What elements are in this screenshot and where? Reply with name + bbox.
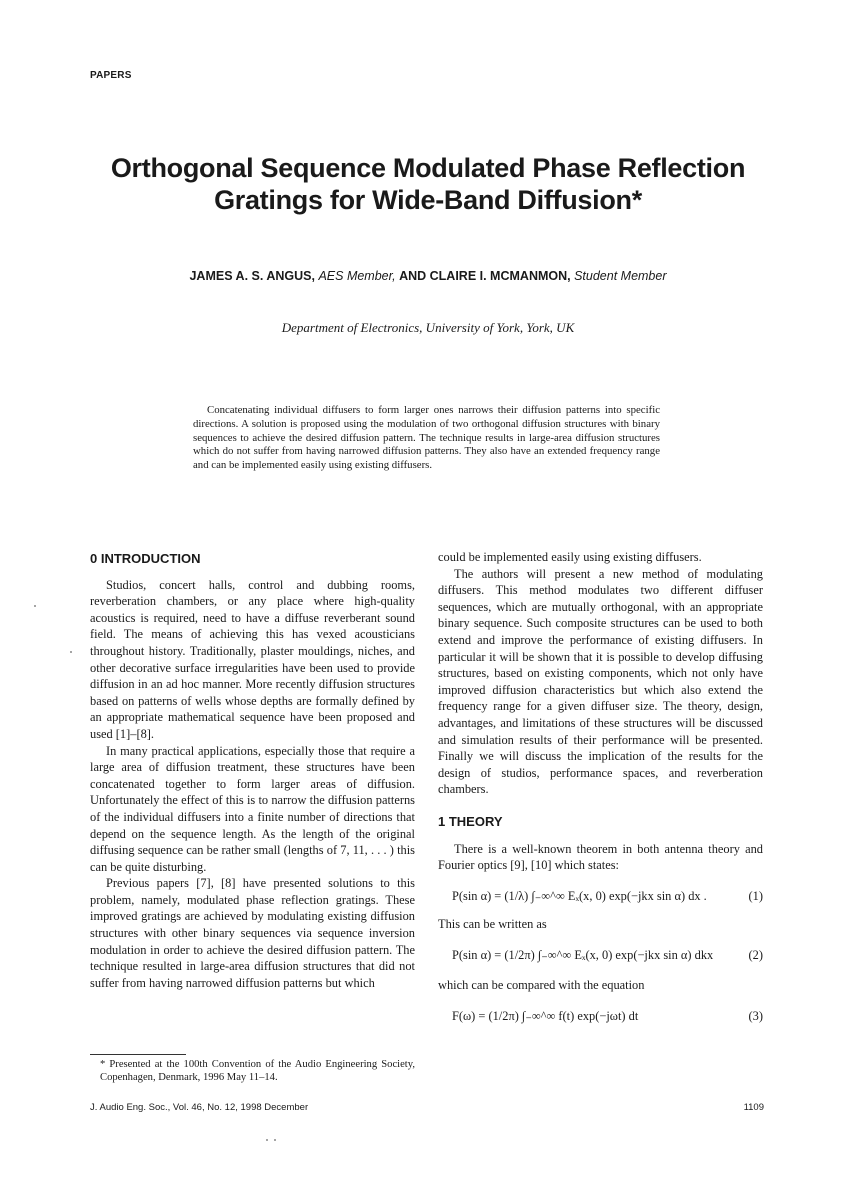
intro-paragraph-4: The authors will present a new method of modulating diffusers. This method modulates two different diffuser sequences, which are mutually orthogonal, with an appropriate binary sequence. Such composite structures can be used to both extend and improve the performance of existing diffusers. In particular it will be shown that it is possible to develop diffusing structures, based on existing components, which not only have improved diffusion characteristics but which also extend the frequency range for a given diffuser size. The theory, design, advantages, and limitations of these structures will be discussed and simulation results of their performance will be presented. Finally we will discuss the implication of the results for the design of studios, performance spaces, and reverberation chambers. <box>438 566 763 797</box>
section-label: PAPERS <box>90 70 132 81</box>
intro-paragraph-1: Studios, concert halls, control and dubbing rooms, reverberation chambers, or any place where high-quality acoustics is required, need to have a diffuse reverberant sound field. The means of achieving this has vexed acousticians throughout history. Traditionally, plaster mouldings, niches, and other decorative surface irregularities have been used to provide diffusion in an ad hoc manner. More recently diffusion structures based on patterns of wells whose depths are formally defined by an appropriate mathematical sequence have been proposed and used [1]–[8]. <box>90 577 415 741</box>
author-2-name: CLAIRE I. MCMANMON, <box>429 269 571 283</box>
author-conjunction: AND <box>399 269 427 283</box>
scan-speck <box>34 605 36 607</box>
footnote: * Presented at the 100th Convention of the Audio Engineering Society, Copenhagen, Denmark, 1996 May 11–14. <box>100 1059 415 1083</box>
theory-paragraph-3: which can be compared with the equation <box>438 978 645 993</box>
equation-2-body: P(sin α) = (1/2π) ∫₋∞^∞ Eₓ(x, 0) exp(−jkx sin α) dkx <box>452 947 714 962</box>
scan-speck <box>266 1139 268 1141</box>
intro-paragraph-3: Previous papers [7], [8] have presented solutions to this problem, namely, modulated phase reflection gratings. These improved gratings are achieved by modulating existing diffusion structures with other binary sequences via sequence inversion modulation in order to achieve the desired diffusion pattern. The technique resulted in large-area diffusion structures that did not suffer from having narrowed diffusion patterns but which <box>90 876 415 990</box>
affiliation: Department of Electronics, University of York, York, UK <box>281 320 575 335</box>
page-number: 1109 <box>743 1102 764 1113</box>
author-line <box>60 269 796 283</box>
theory-paragraph-2: This can be written as <box>438 917 547 932</box>
title-line-2: Gratings for Wide-Band Diffusion* <box>214 185 642 215</box>
right-column <box>438 549 763 1025</box>
journal-citation: J. Audio Eng. Soc., Vol. 46, No. 12, 1998 December <box>90 1102 309 1113</box>
left-column <box>90 551 415 991</box>
abstract: Concatenating individual diffusers to form larger ones narrows their diffusion patterns into specific directions. A solution is proposed using the modulation of two orthogonal diffusion structures with binary sequences to achieve the desired diffusion pattern. The technique results in large-area diffusion structures which do not suffer from having narrowed diffusion patterns. They also have an extended frequency range and can be implemented easily using existing diffusers. <box>193 404 660 472</box>
paper-title <box>60 152 796 216</box>
equation-1-number: (1) <box>748 888 763 903</box>
author-1-role: AES Member, <box>318 269 396 283</box>
theory-paragraph-1: There is a well-known theorem in both antenna theory and Fourier optics [9], [10] which states: <box>438 841 763 873</box>
intro-heading: 0 INTRODUCTION <box>90 551 201 566</box>
title-line-1: Orthogonal Sequence Modulated Phase Reflection <box>110 153 746 183</box>
intro-paragraph-2: In many practical applications, especially those that require a large area of diffusion treatment, these structures have been concatenated together to form larger areas of diffusion. Unfortunately the effect of this is to narrow the diffusion patterns of the individual diffusers into a finite number of directions that depend on the sequence length. As the length of the original diffusing sequence can be rather small (lengths of 7, 11, . . . ) this can be quite disturbing. <box>90 743 415 874</box>
equation-2-number: (2) <box>748 947 763 962</box>
scan-speck <box>70 651 72 653</box>
theory-heading: 1 THEORY <box>438 813 503 829</box>
equation-1-body: P(sin α) = (1/λ) ∫₋∞^∞ Eₓ(x, 0) exp(−jkx sin α) dx . <box>452 888 707 903</box>
equation-3 <box>452 1008 763 1025</box>
author-1-name: JAMES A. S. ANGUS, <box>189 269 315 283</box>
footnote-block <box>90 1054 415 1084</box>
equation-3-body: F(ω) = (1/2π) ∫₋∞^∞ f(t) exp(−jωt) dt <box>452 1009 639 1024</box>
footnote-rule <box>90 1054 186 1055</box>
author-2-role: Student Member <box>574 269 667 283</box>
equation-1 <box>452 888 763 905</box>
equation-2 <box>452 947 763 964</box>
equation-3-number: (3) <box>748 1009 763 1024</box>
scan-speck <box>274 1139 276 1141</box>
intro-paragraph-3-continued: could be implemented easily using existing diffusers. <box>438 550 702 564</box>
